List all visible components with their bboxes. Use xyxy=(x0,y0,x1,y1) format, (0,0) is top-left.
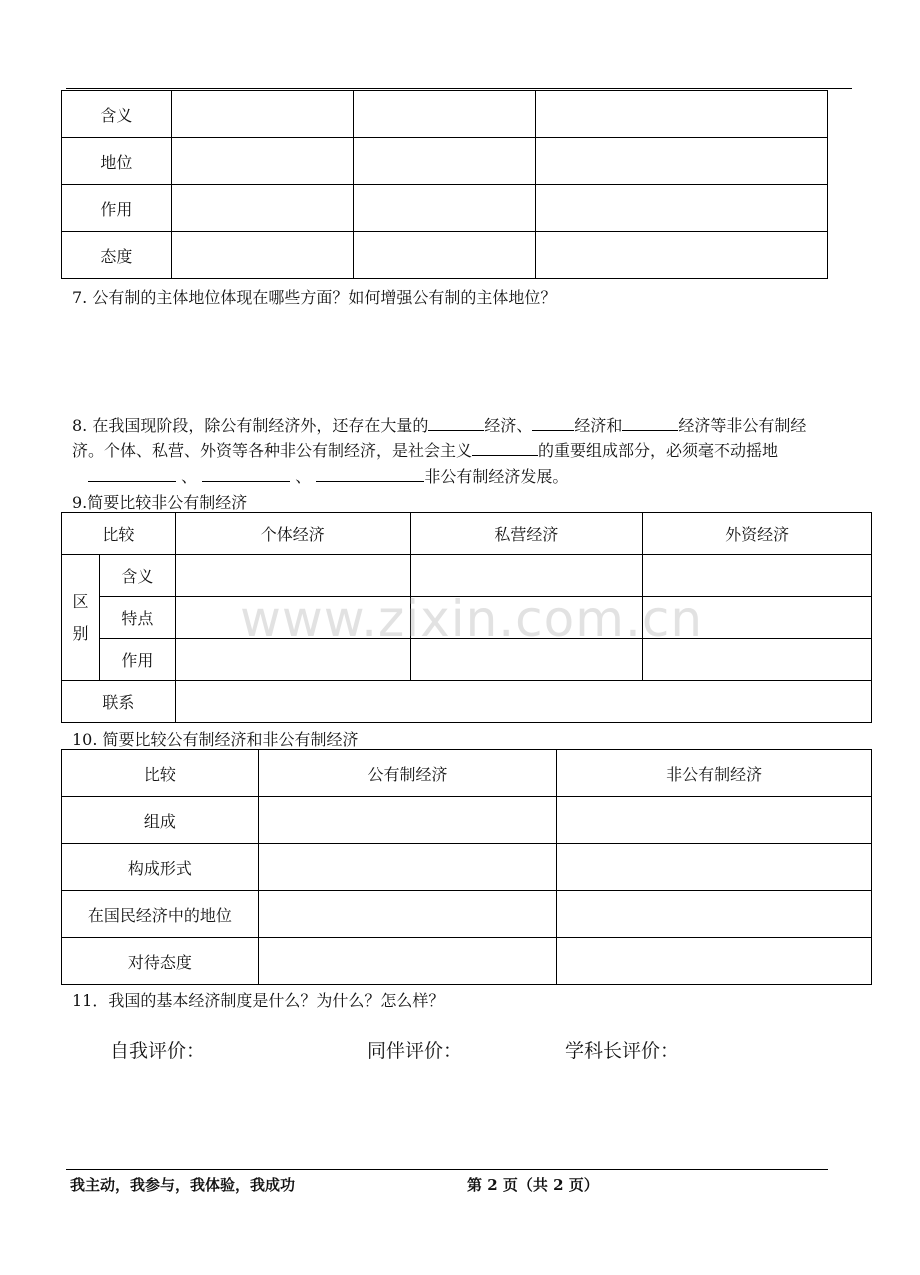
answer-cell[interactable] xyxy=(171,185,353,232)
table-row xyxy=(62,844,872,891)
q8-text: 济。个体、私营、外资等各种非公有制经济，是社会主义 xyxy=(72,441,473,460)
question-8-line-3 xyxy=(88,464,568,487)
answer-cell[interactable] xyxy=(258,797,557,844)
row-label: 联系 xyxy=(62,681,176,723)
answer-cell[interactable] xyxy=(557,891,872,938)
answer-cell[interactable] xyxy=(175,555,410,597)
table-row xyxy=(62,681,872,723)
question-8-line-1 xyxy=(72,413,806,436)
answer-cell[interactable] xyxy=(557,844,872,891)
fill-blank[interactable] xyxy=(428,416,484,431)
row-label: 地位 xyxy=(62,138,172,185)
top-rule xyxy=(66,88,852,89)
answer-cell[interactable] xyxy=(175,597,410,639)
self-evaluation-label: 自我评价： xyxy=(110,1040,206,1062)
fill-blank[interactable] xyxy=(88,467,176,482)
leader-evaluation-label: 学科长评价： xyxy=(565,1040,680,1062)
answer-cell[interactable] xyxy=(410,597,643,639)
q8-text: 、 xyxy=(295,467,312,486)
public-vs-non-public-table xyxy=(61,749,872,985)
table-row xyxy=(62,639,872,681)
q8-text: 经济等非公有制经 xyxy=(678,416,807,435)
difference-group-label xyxy=(62,555,100,681)
q8-text: 的重要组成部分，必须毫不动摇地 xyxy=(538,441,779,460)
answer-cell[interactable] xyxy=(171,138,353,185)
row-label: 特点 xyxy=(99,597,175,639)
group-label-char: 别 xyxy=(72,623,89,643)
column-header: 公有制经济 xyxy=(258,750,557,797)
table-row xyxy=(62,938,872,985)
row-label: 态度 xyxy=(62,232,172,279)
table-row xyxy=(62,138,828,185)
table-row xyxy=(62,891,872,938)
q8-text: 非公有制经济发展。 xyxy=(424,467,569,486)
table-row xyxy=(62,597,872,639)
non-public-economy-table xyxy=(61,512,872,723)
answer-cell[interactable] xyxy=(353,232,536,279)
row-label: 在国民经济中的地位 xyxy=(62,891,259,938)
table-header-row xyxy=(62,513,872,555)
row-label: 作用 xyxy=(62,185,172,232)
answer-cell[interactable] xyxy=(258,891,557,938)
answer-cell[interactable] xyxy=(536,185,828,232)
page-number: 第 2 页（共 2 页） xyxy=(467,1176,599,1194)
fill-blank[interactable] xyxy=(202,467,290,482)
answer-cell[interactable] xyxy=(353,138,536,185)
answer-cell[interactable] xyxy=(536,232,828,279)
table-header-row xyxy=(62,750,872,797)
answer-cell[interactable] xyxy=(175,639,410,681)
fill-blank[interactable] xyxy=(532,416,574,431)
footer-motto: 我主动，我参与，我体验，我成功 xyxy=(70,1176,296,1194)
answer-cell[interactable] xyxy=(557,797,872,844)
q8-text: 8. 在我国现阶段，除公有制经济外，还存在大量的 xyxy=(72,416,429,435)
fill-blank[interactable] xyxy=(316,467,424,482)
table-row xyxy=(62,185,828,232)
answer-cell[interactable] xyxy=(536,138,828,185)
table-row xyxy=(62,797,872,844)
answer-cell[interactable] xyxy=(171,232,353,279)
watermark: www.zixin.com.cn xyxy=(240,590,704,648)
answer-cell[interactable] xyxy=(557,938,872,985)
q8-text: 经济和 xyxy=(574,416,623,435)
column-header: 非公有制经济 xyxy=(557,750,872,797)
answer-cell[interactable] xyxy=(258,938,557,985)
q8-text: 经济、 xyxy=(484,416,533,435)
fill-blank[interactable] xyxy=(622,416,678,431)
question-7: 7. 公有制的主体地位体现在哪些方面？如何增强公有制的主体地位？ xyxy=(72,288,557,307)
question-9-title: 9.简要比较非公有制经济 xyxy=(72,493,248,512)
answer-cell[interactable] xyxy=(410,555,643,597)
answer-cell[interactable] xyxy=(258,844,557,891)
row-label: 含义 xyxy=(62,91,172,138)
column-header: 私营经济 xyxy=(410,513,643,555)
table-row xyxy=(62,91,828,138)
row-label: 含义 xyxy=(99,555,175,597)
column-header: 比较 xyxy=(62,750,259,797)
question-11: 11．我国的基本经济制度是什么？为什么？怎么样？ xyxy=(72,991,445,1010)
answer-cell[interactable] xyxy=(175,681,871,723)
footer-rule xyxy=(66,1169,828,1170)
column-header: 外资经济 xyxy=(643,513,872,555)
question-8-line-2 xyxy=(72,438,778,461)
row-label: 组成 xyxy=(62,797,259,844)
comparison-table-top xyxy=(61,90,828,279)
group-label-char: 区 xyxy=(72,591,89,611)
answer-cell[interactable] xyxy=(643,639,872,681)
table-row xyxy=(62,232,828,279)
answer-cell[interactable] xyxy=(410,639,643,681)
answer-cell[interactable] xyxy=(536,91,828,138)
answer-cell[interactable] xyxy=(353,91,536,138)
table-row xyxy=(62,555,872,597)
row-label: 作用 xyxy=(99,639,175,681)
row-label: 对待态度 xyxy=(62,938,259,985)
answer-cell[interactable] xyxy=(171,91,353,138)
answer-cell[interactable] xyxy=(643,597,872,639)
answer-cell[interactable] xyxy=(643,555,872,597)
row-label: 构成形式 xyxy=(62,844,259,891)
column-header: 个体经济 xyxy=(175,513,410,555)
column-header: 比较 xyxy=(62,513,176,555)
fill-blank[interactable] xyxy=(472,441,538,456)
peer-evaluation-label: 同伴评价： xyxy=(367,1040,463,1062)
question-10-title: 10. 简要比较公有制经济和非公有制经济 xyxy=(72,730,359,749)
answer-cell[interactable] xyxy=(353,185,536,232)
q8-text: 、 xyxy=(181,467,198,486)
